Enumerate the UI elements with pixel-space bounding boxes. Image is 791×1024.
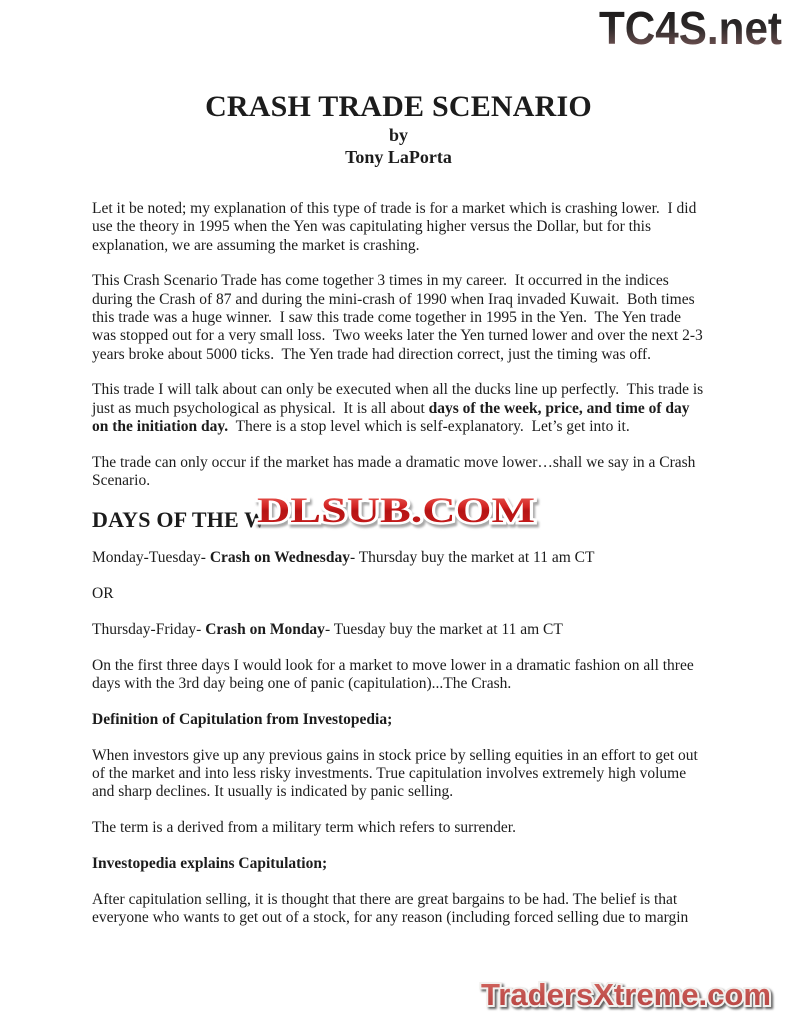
subheading-investopedia-explains [92,855,705,873]
paragraph-setup [92,381,708,436]
byline: by [388,125,408,145]
paragraph-military-term [92,819,705,837]
dlsub-watermark-text: DLSUB.COM [257,490,535,530]
bold-text-run: Crash on Wednesday [209,549,350,567]
tradersxtreme-logo [475,975,777,1015]
page-title: CRASH TRADE SCENARIO [205,90,592,123]
tradersxtreme-logo-text: TradersXtreme.com [481,977,771,1012]
paragraph-condition [92,454,705,491]
dlsub-watermark [247,488,545,534]
bold-text-run: Investopedia explains Capitulation; [92,854,328,872]
tc4s-logo-text: TC4S.net [599,2,782,54]
paragraph-capitulation-definition [92,747,705,802]
text-run: On the first three days I would look for a market to move lower in a dramatic fashion on all three days with the 3rd day being one of panic (capitulation)...The Crash. [92,656,698,693]
text-run: When investors give up any previous gains in stock price by selling equities in an effort to get out of the market and into less risky investments. True capitulation involves extremely high volume and sharp declines. It usually is indicated by panic selling. [92,746,702,801]
bold-text-run: Crash on Monday [205,620,325,638]
text-run: DAYS OF THE W [92,506,267,532]
bold-text-run: Definition of Capitulation from Investopedia; [92,710,393,728]
text-run: Monday-Tuesday- [92,549,210,567]
author-name: Tony LaPorta [345,147,452,167]
paragraph-three-days [92,657,705,694]
rule-line-monday-crash [92,621,705,639]
document-body [92,200,708,927]
text-run: There is a stop level which is self-explanatory. Let’s get into it. [228,417,630,435]
text-run: - Thursday buy the market at 11 am CT [349,549,595,567]
paragraph-after-capitulation [92,891,705,928]
tc4s-logo [592,0,787,54]
text-run: Thursday-Friday- [92,620,206,638]
text-run: OR [92,585,114,603]
text-run: This trade I will talk about can only be executed when all the ducks line up perfectly. This trade is just as much psychological as physical. It is all about [92,381,708,417]
paragraph-intro [92,200,705,255]
rule-separator-or [92,585,705,603]
text-run: Let it be noted; my explanation of this type of trade is for a market which is crashing lower. I did use the theory in 1995 when the Yen was capitulating higher versus the Dollar, but for this explanation, we are assuming the market is crashing. [92,200,701,254]
text-run: The trade can only occur if the market has made a dramatic move lower…shall we say in a Crash Scenario. [92,453,700,490]
bold-text-run: days of the week, price, and time of day on the initiation day. [92,399,694,435]
text-run: The term is a derived from a military term which refers to surrender. [92,819,516,837]
text-run: This Crash Scenario Trade has come together 3 times in my career. It occurred in the indices during the Crash of 87 and during the mini-crash of 1990 when Iraq invaded Kuwait. Both times this trade was a huge winner. I saw this trade come together in 1995 in the Yen. The Yen trade was stopped out for a very small loss. Two weeks later the Yen turned lower and over the next 2-3 years broke about 5000 ticks. The Yen trade had direction correct, just the timing was off. [92,272,707,363]
subheading-definition-capitulation [92,711,705,729]
text-run: - Tuesday buy the market at 11 am CT [324,620,563,638]
paragraph-history [92,272,705,363]
rule-line-wednesday-crash [92,549,705,567]
text-run: After capitulation selling, it is thought that there are great bargains to be had. The belief is that everyone who wants to get out of a stock, for any reason (including forced selling due to margin [92,890,689,926]
